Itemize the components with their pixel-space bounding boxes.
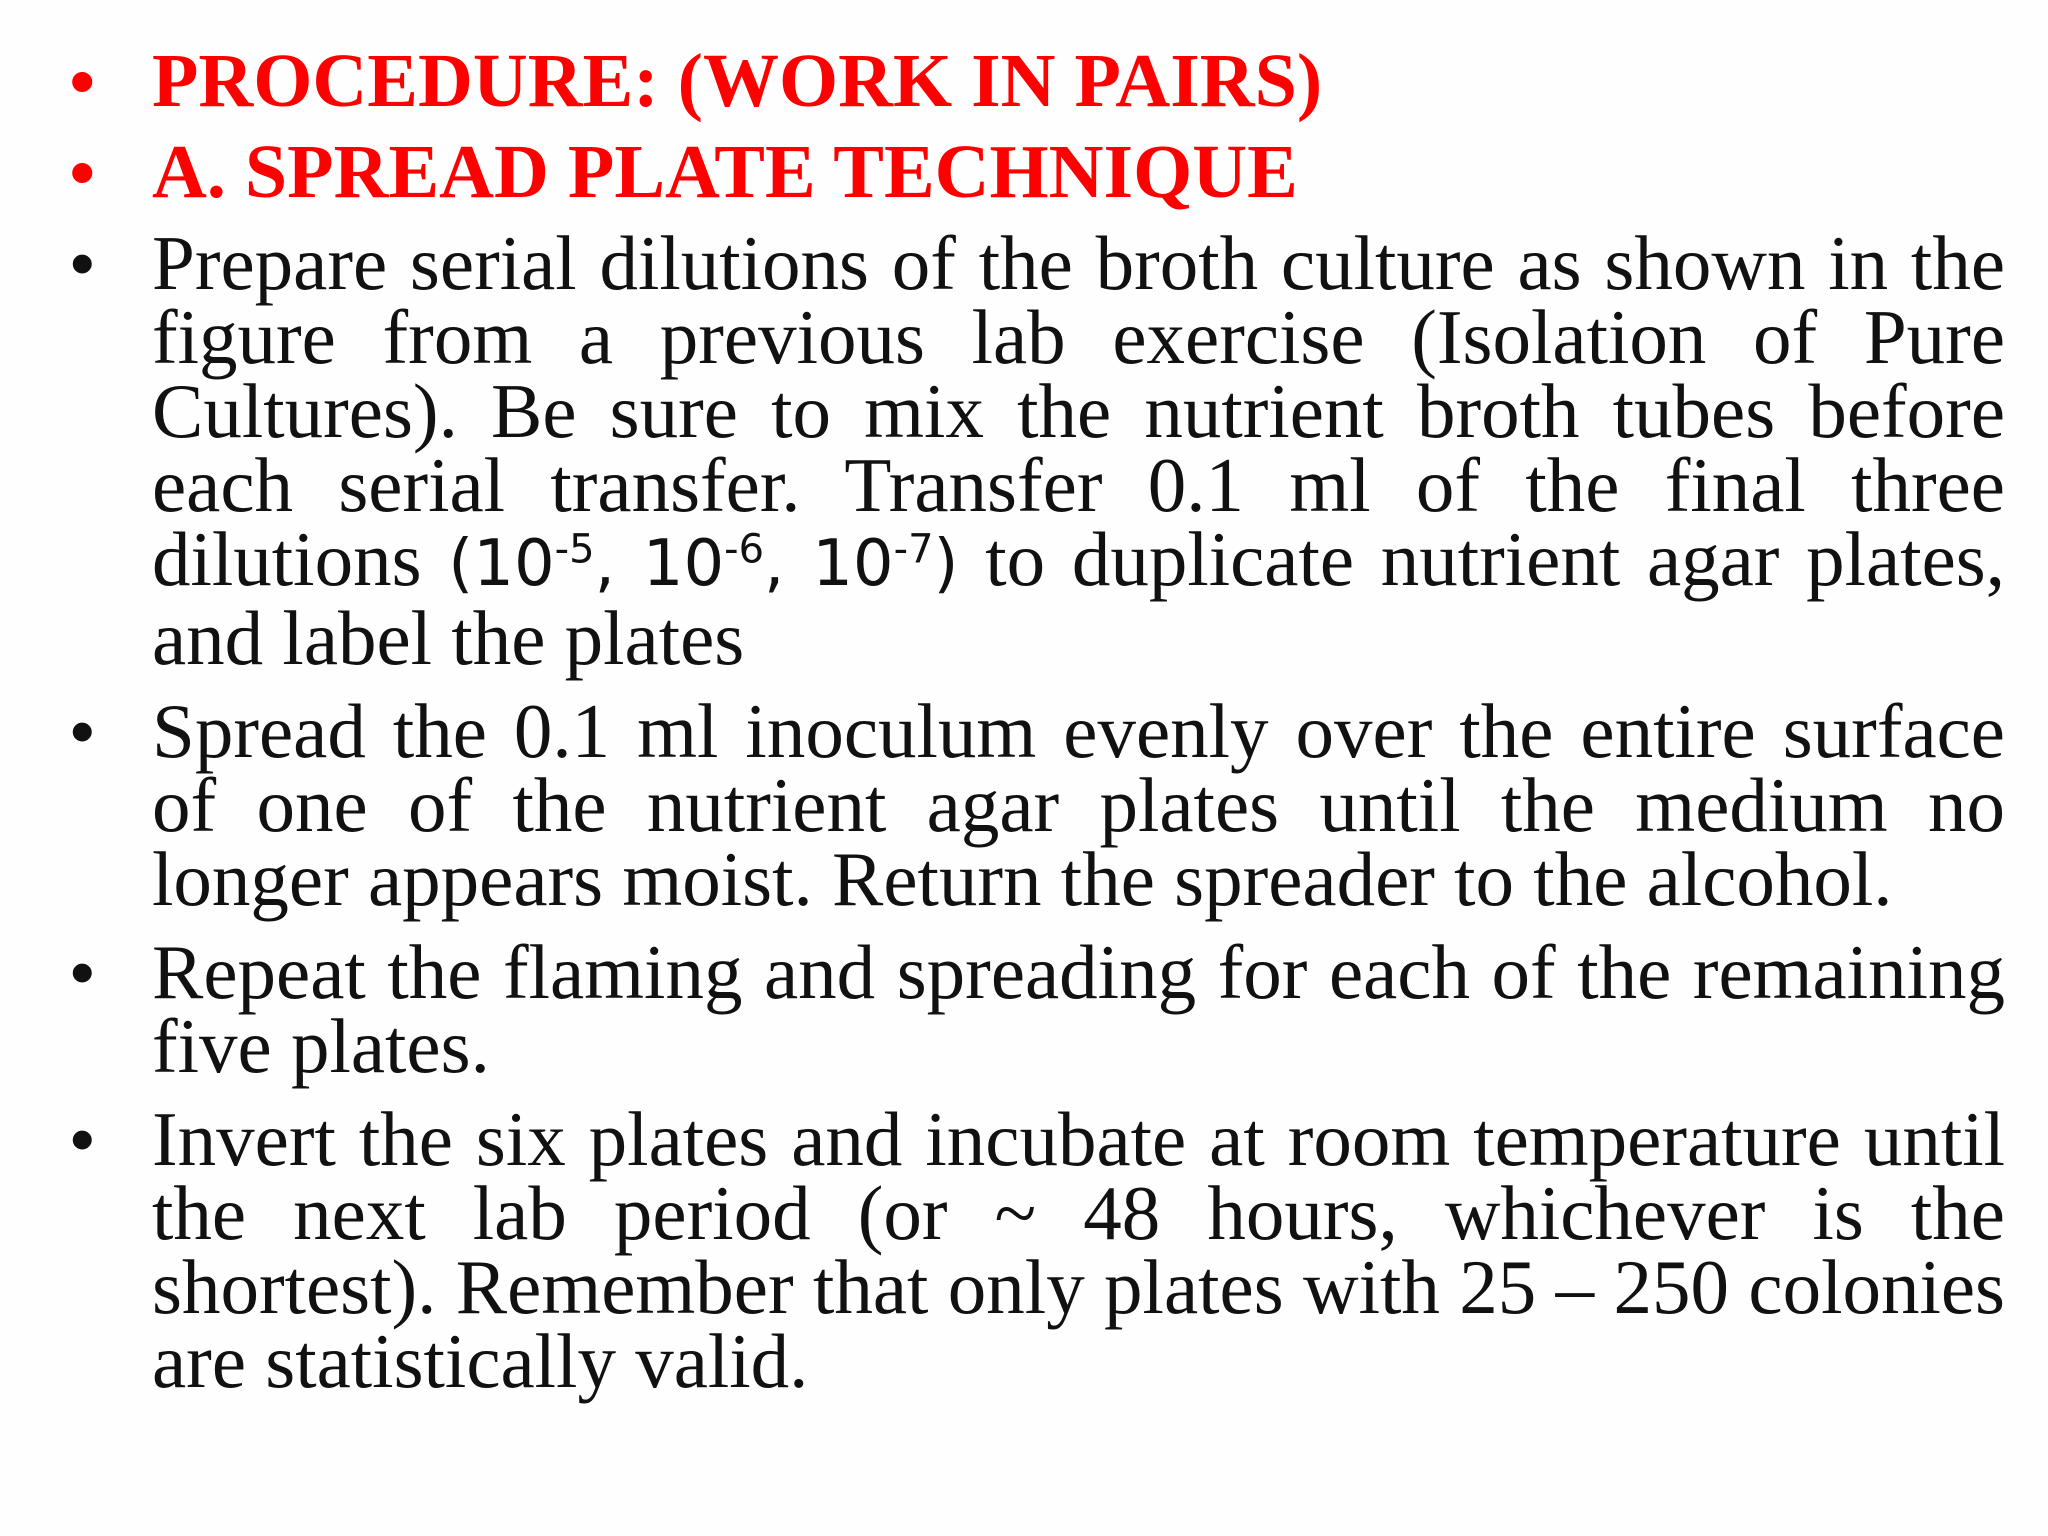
procedure-heading: [70, 39, 2005, 123]
spread-plate-heading: [70, 130, 2005, 214]
dilution-list: [448, 527, 958, 601]
bullet-icon: •: [70, 42, 95, 120]
procedure-heading-text: PROCEDURE: (WORK IN PAIRS): [152, 39, 1323, 123]
dilution-separator: ,: [764, 527, 813, 601]
dilution-2-base: 10: [642, 527, 725, 601]
bullet-icon: •: [70, 692, 95, 770]
step-spread-inoculum: [70, 688, 2005, 922]
dilution-close-paren: ): [933, 527, 959, 601]
step-invert-text: Invert the six plates and incubate at room temperature until the next lab period (or ~ 48 hours, whichever is the shortest). Remember that only plates with 25 – 250 colonies are statistically valid.: [152, 1096, 2005, 1404]
bullet-list: [70, 39, 2006, 1417]
dilution-separator: ,: [594, 527, 643, 601]
dilution-2-exponent: -6: [724, 526, 765, 573]
step-prepare-text-a: Prepare serial dilutions of the broth culture as shown in the figure from a previous lab exercise (Isolation of Pure Cultures). Be sure to mix the nutrient broth tubes before each serial transfer. Transfer 0.1 ml of the final three dilutions: [152, 220, 2005, 602]
dilution-3-base: 10: [812, 527, 894, 601]
step-spread-text: Spread the 0.1 ml inoculum evenly over the entire surface of one of the nutrient agar plates until the medium no longer appears moist. Return the spreader to the alcohol.: [152, 688, 2005, 922]
bullet-icon: •: [70, 933, 95, 1011]
bullet-icon: •: [70, 1100, 95, 1178]
spread-plate-heading-text: A. SPREAD PLATE TECHNIQUE: [152, 130, 1298, 214]
dilution-open-paren: (: [448, 527, 474, 601]
step-prepare-dilutions: [70, 220, 2006, 681]
bullet-icon: •: [70, 133, 95, 211]
step-invert-incubate: [70, 1096, 2005, 1404]
step-prepare-text-b: to duplicate nutrient agar plates, and label the plates: [152, 516, 2006, 681]
dilution-1-exponent: -5: [554, 526, 595, 573]
bullet-icon: •: [70, 224, 95, 302]
dilution-1-base: 10: [473, 527, 555, 601]
step-repeat-text: Repeat the flaming and spreading for each of the remaining five plates.: [152, 929, 2005, 1089]
dilution-3-exponent: -7: [893, 526, 934, 573]
step-repeat-flaming: [70, 929, 2005, 1089]
